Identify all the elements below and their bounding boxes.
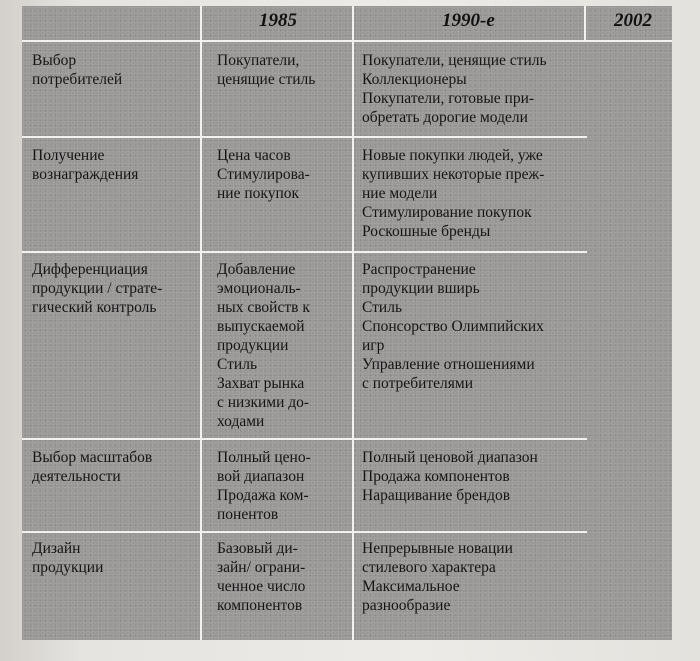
row-divider-4 (22, 531, 587, 533)
column-divider-2 (352, 6, 354, 640)
header-2002: 2002 (614, 10, 652, 31)
cell-1985-design: Базовый ди- зайн/ ограни- ченное число компонентов (217, 540, 306, 614)
cell-1990s-design: Непрерывные новации стилевого характера Максимальное разнообразие (362, 540, 513, 614)
row-divider-1 (22, 136, 587, 138)
header-1985: 1985 (259, 10, 297, 31)
cell-1990s-differentiation: Распространение продукции вширь Стиль Спонсорство Олимпийских игр Управление отношениями с потребителями (362, 261, 544, 392)
row-label-reward: Получение вознаграждения (32, 147, 139, 183)
row-label-differentiation: Дифференциация продукции / страте- гический контроль (32, 261, 163, 316)
row-label-consumer-choice: Выбор потребителей (32, 52, 123, 88)
column-divider-1 (200, 6, 202, 640)
table-header-row (22, 6, 672, 42)
row-label-design: Дизайн продукции (32, 540, 104, 576)
cell-1985-reward: Цена часов Стимулирова- ние покупок (217, 147, 310, 202)
strategy-table (22, 6, 672, 640)
row-divider-2 (22, 251, 587, 253)
row-divider-3 (22, 438, 587, 440)
column-divider-3 (584, 6, 586, 40)
cell-1985-scope: Полный цено- вой диапазон Продажа ком- понентов (217, 449, 311, 523)
cell-1990s-reward: Новые покупки людей, уже купивших некоторые преж- ние модели Стимулирование покупок Роскошные бренды (362, 147, 545, 240)
cell-1990s-scope: Полный ценовой диапазон Продажа компонентов Наращивание брендов (362, 449, 538, 504)
row-label-scope: Выбор масштабов деятельности (32, 449, 153, 485)
cell-1985-differentiation: Добавление эмоциональ- ных свойств к выпускаемой продукции Стиль Захват рынка с низкими до- ходами (217, 261, 310, 430)
cell-1985-consumer-choice: Покупатели, ценящие стиль (217, 52, 316, 88)
header-1990s: 1990-е (442, 10, 495, 31)
cell-1990s-consumer-choice: Покупатели, ценящие стиль Коллекционеры Покупатели, готовые при- обретать дорогие модели (362, 52, 547, 126)
